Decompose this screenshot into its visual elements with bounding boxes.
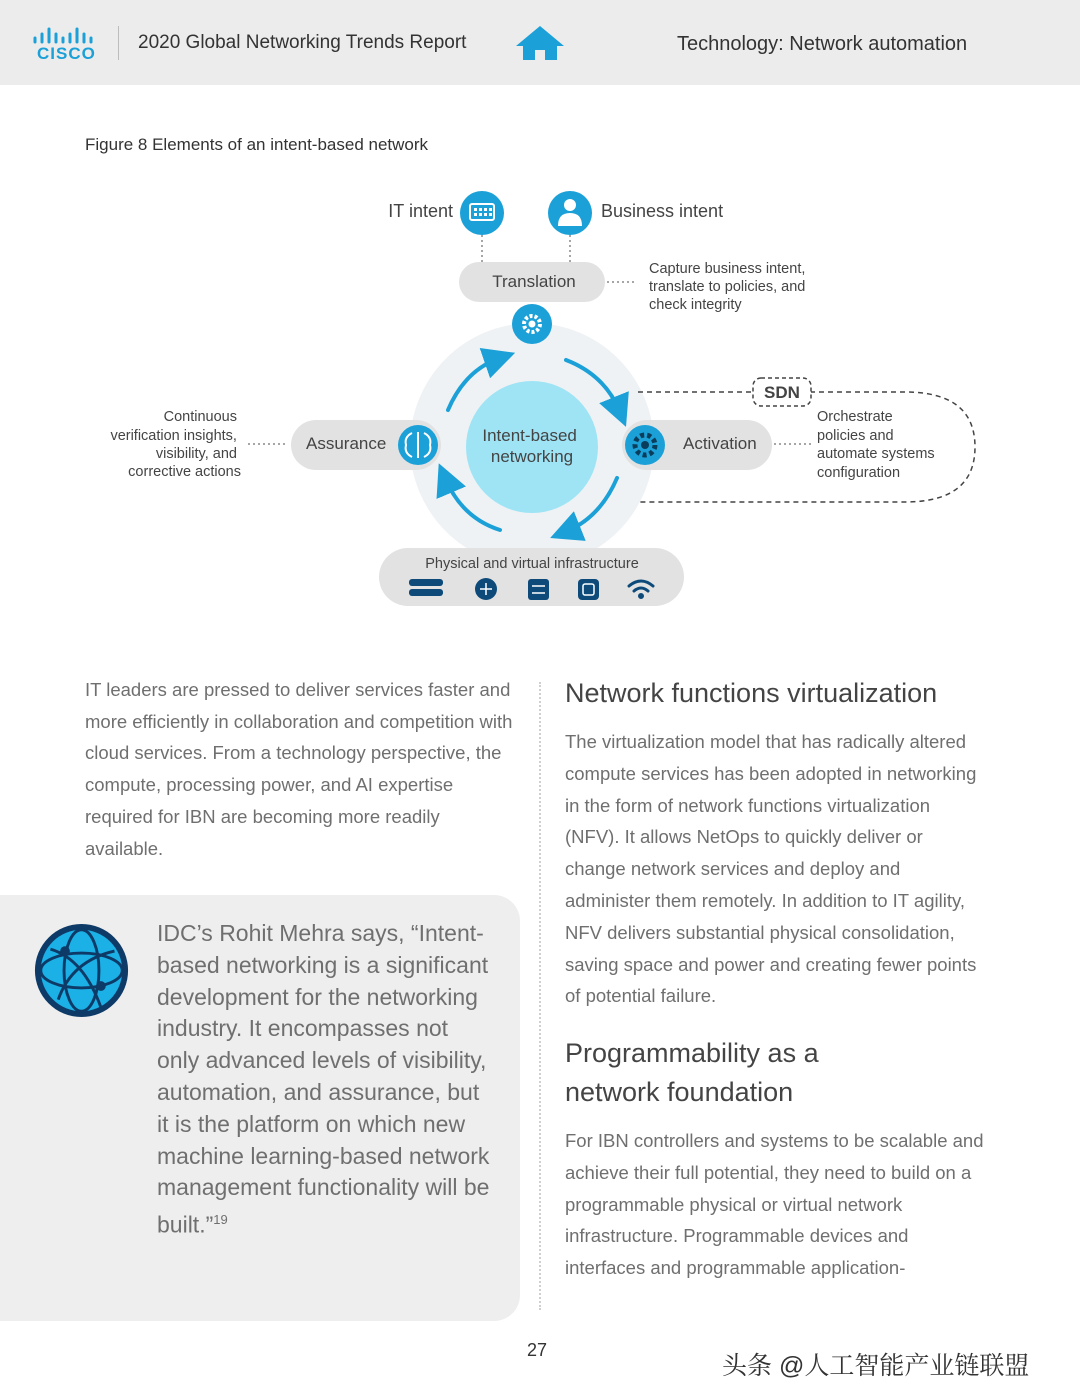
translation-label: Translation [492,272,576,291]
activation-note: Orchestrate policies and automate systems configuration [817,409,935,481]
intro-paragraph: IT leaders are pressed to deliver services faster and more efficiently in collaboration and competition with cloud services. From a technology perspective, the compute, processing power, and AI expertise required for IBN are becoming more readily available. [85,679,513,859]
sdn-label: SDN [764,383,800,402]
section-title: Technology: Network automation [677,33,968,55]
translation-note: Capture business intent, translate to policies, and check integrity [649,261,806,313]
page-number: 27 [527,1340,548,1360]
chip-icon [578,579,599,600]
logo-wordmark: CISCO [37,44,96,63]
infrastructure-label: Physical and virtual infrastructure [425,556,639,572]
programmability-paragraph: For IBN controllers and systems to be scalable and achieve their full potential, they need to build on a programmable physical or virtual network infrastructure. Programmable devices and interfaces and programmable application- [565,1130,984,1279]
globe-network-icon [33,922,130,1019]
it-intent-label: IT intent [388,201,453,221]
activation-label: Activation [683,434,757,453]
assurance-label: Assurance [306,434,387,453]
nfv-paragraph: The virtualization model that has radically altered compute services has been adopted in networking in the form of network functions virtualization (NFV). It allows NetOps to quickly deliver or change network services and deploy and administer them remotely. In addition to IT agility, NFV delivers substantial physical consolidation, saving space and power and creating fewer points of potential failure. [565,731,977,1007]
column-divider [539,682,541,1310]
figure-caption: Figure 8 Elements of an intent-based network [85,135,429,154]
switch-icon [528,579,549,600]
center-label-line2: networking [490,447,574,466]
page-header [0,0,1080,85]
home-icon[interactable] [514,24,566,62]
quote-text: IDC’s Rohit Mehra says, “Intent-based networking is a significant development for the networking industry. It encompasses not only advanced levels of visibility, automation, and assurance, but it is the platform on which new machine learning-based network management functionality will be built.”$^{19}$ [157,920,490,1238]
programmability-heading-line2: network foundation [565,1077,794,1107]
footnote-marker: 19 [213,1212,228,1228]
programmability-heading-line1: Programmability as a [565,1038,819,1068]
watermark: 头条 @人工智能产业链联盟 [722,1352,1030,1380]
programmability-heading [565,1034,819,1112]
router-icon [475,578,497,600]
business-intent-label: Business intent [601,201,724,221]
intent-based-network-diagram [0,170,1080,630]
assurance-note: Continuous verification insights, visibility, and corrective actions [110,409,241,480]
nfv-heading: Network functions virtualization [565,678,938,708]
report-title: 2020 Global Networking Trends Report [138,32,467,53]
center-label-line1: Intent-based [482,426,577,445]
header-divider [118,26,119,60]
